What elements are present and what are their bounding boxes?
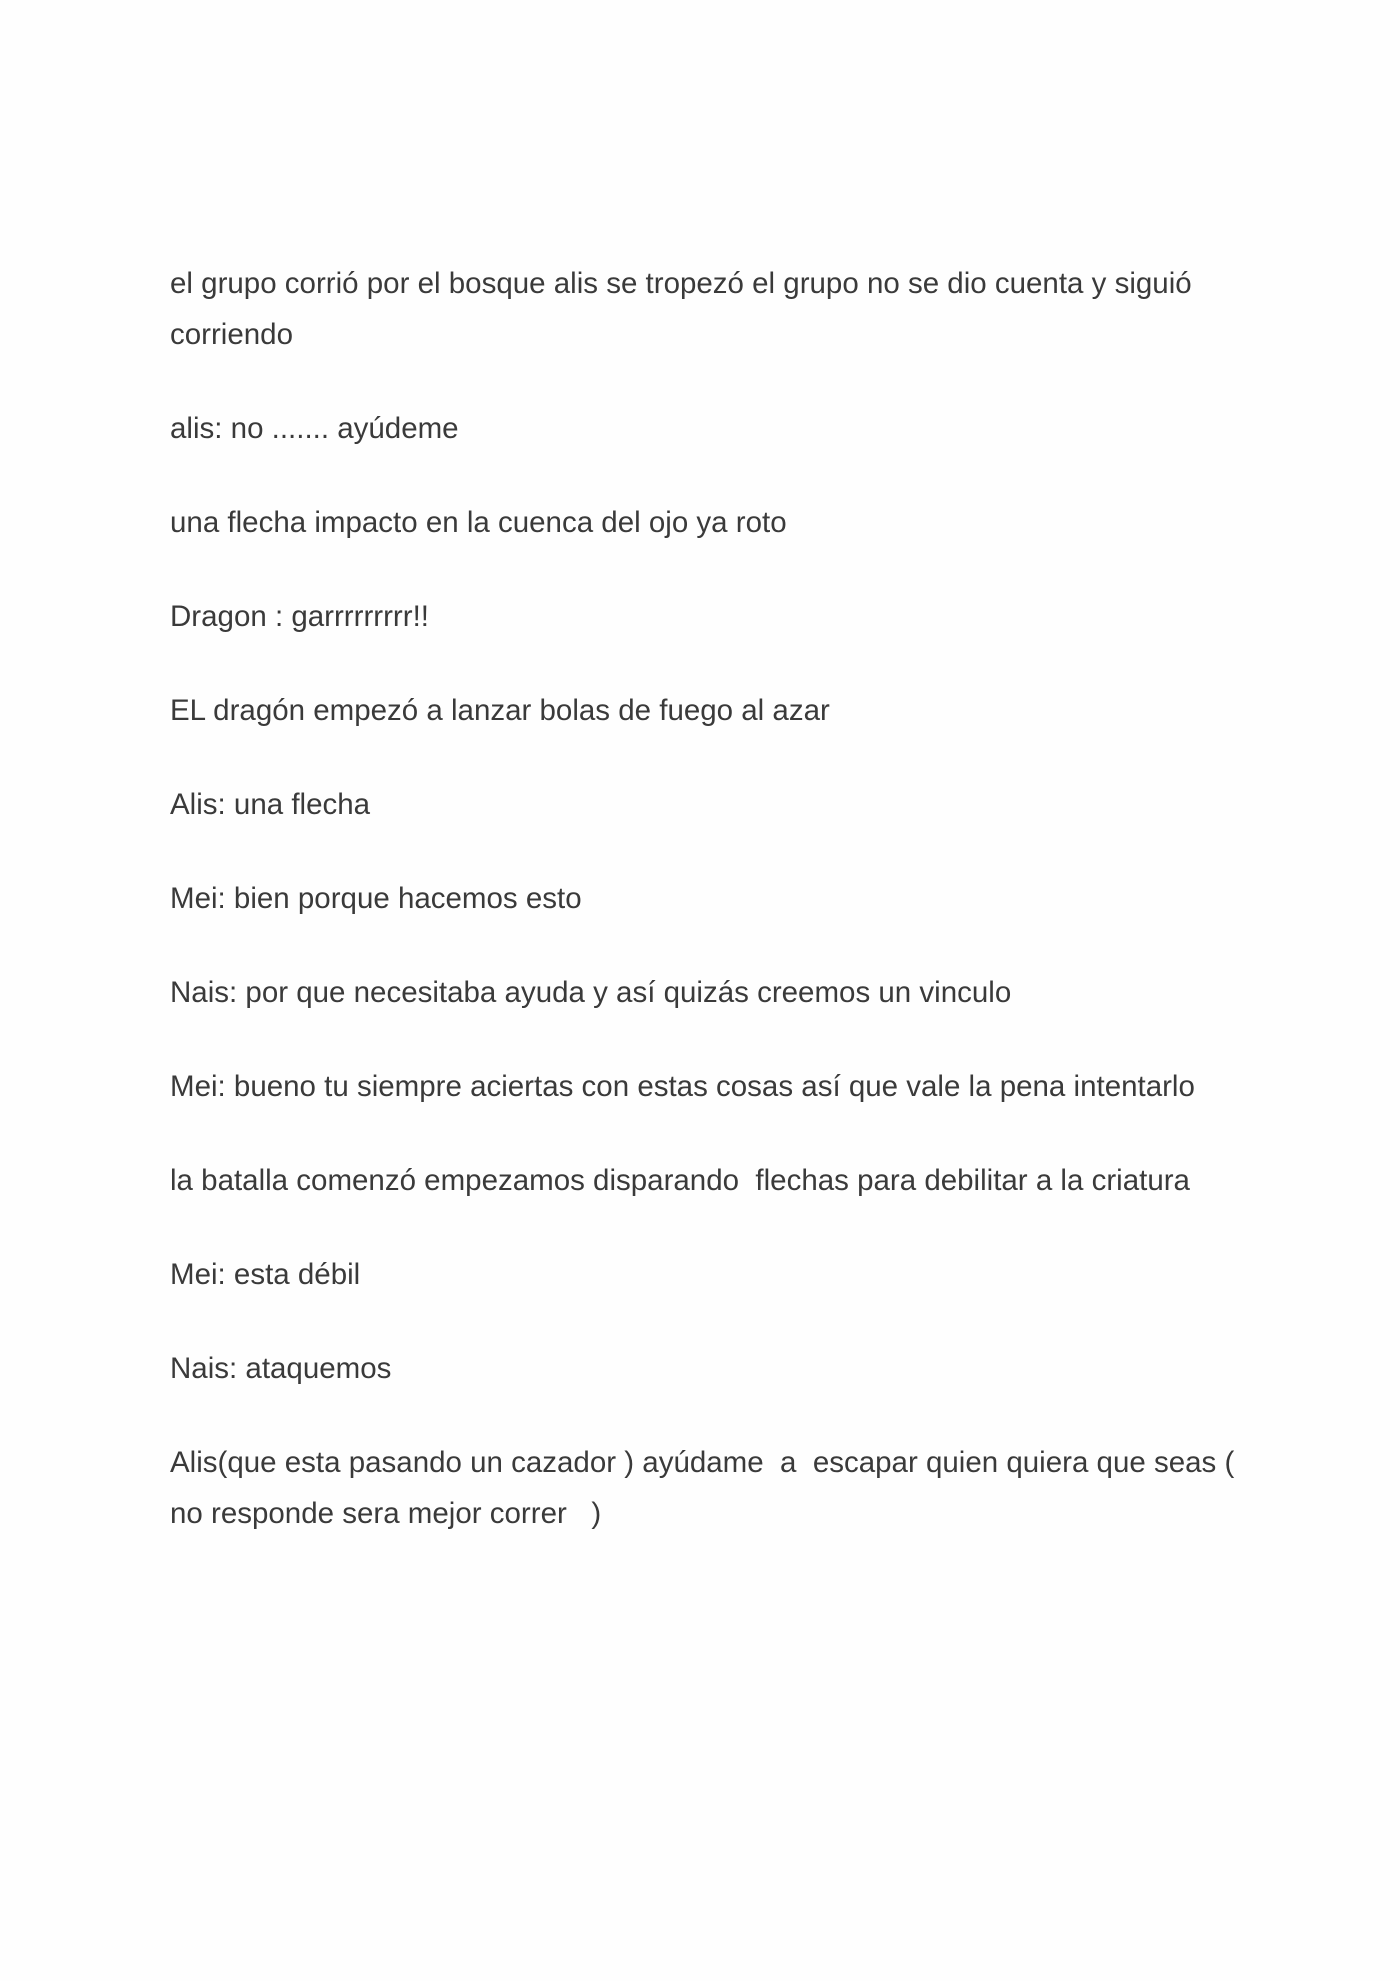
paragraph: Alis: una flecha — [170, 788, 371, 821]
paragraph: el grupo corrió por el bosque alis se tropezó el grupo no se dio cuenta y siguió corriendo — [170, 267, 1200, 351]
paragraph: Dragon : garrrrrrrrr!! — [170, 600, 429, 633]
paragraph: una flecha impacto en la cuenca del ojo ya roto — [170, 506, 787, 539]
paragraph: Alis(que esta pasando un cazador ) ayúdame a escapar quien quiera que seas ( no responde sera mejor correr ) — [170, 1446, 1243, 1530]
paragraph: la batalla comenzó empezamos disparando flechas para debilitar a la criatura — [170, 1164, 1190, 1197]
document-body — [170, 258, 1250, 1582]
paragraph: Nais: por que necesitaba ayuda y así quizás creemos un vinculo — [170, 976, 1012, 1009]
paragraph: Nais: ataquemos — [170, 1352, 392, 1385]
paragraph: alis: no ....... ayúdeme — [170, 412, 459, 445]
paragraph: Mei: esta débil — [170, 1258, 361, 1291]
paragraph: Mei: bueno tu siempre aciertas con estas cosas así que vale la pena intentarlo — [170, 1070, 1195, 1103]
paragraph: Mei: bien porque hacemos esto — [170, 882, 582, 915]
paragraph: EL dragón empezó a lanzar bolas de fuego al azar — [170, 694, 830, 727]
